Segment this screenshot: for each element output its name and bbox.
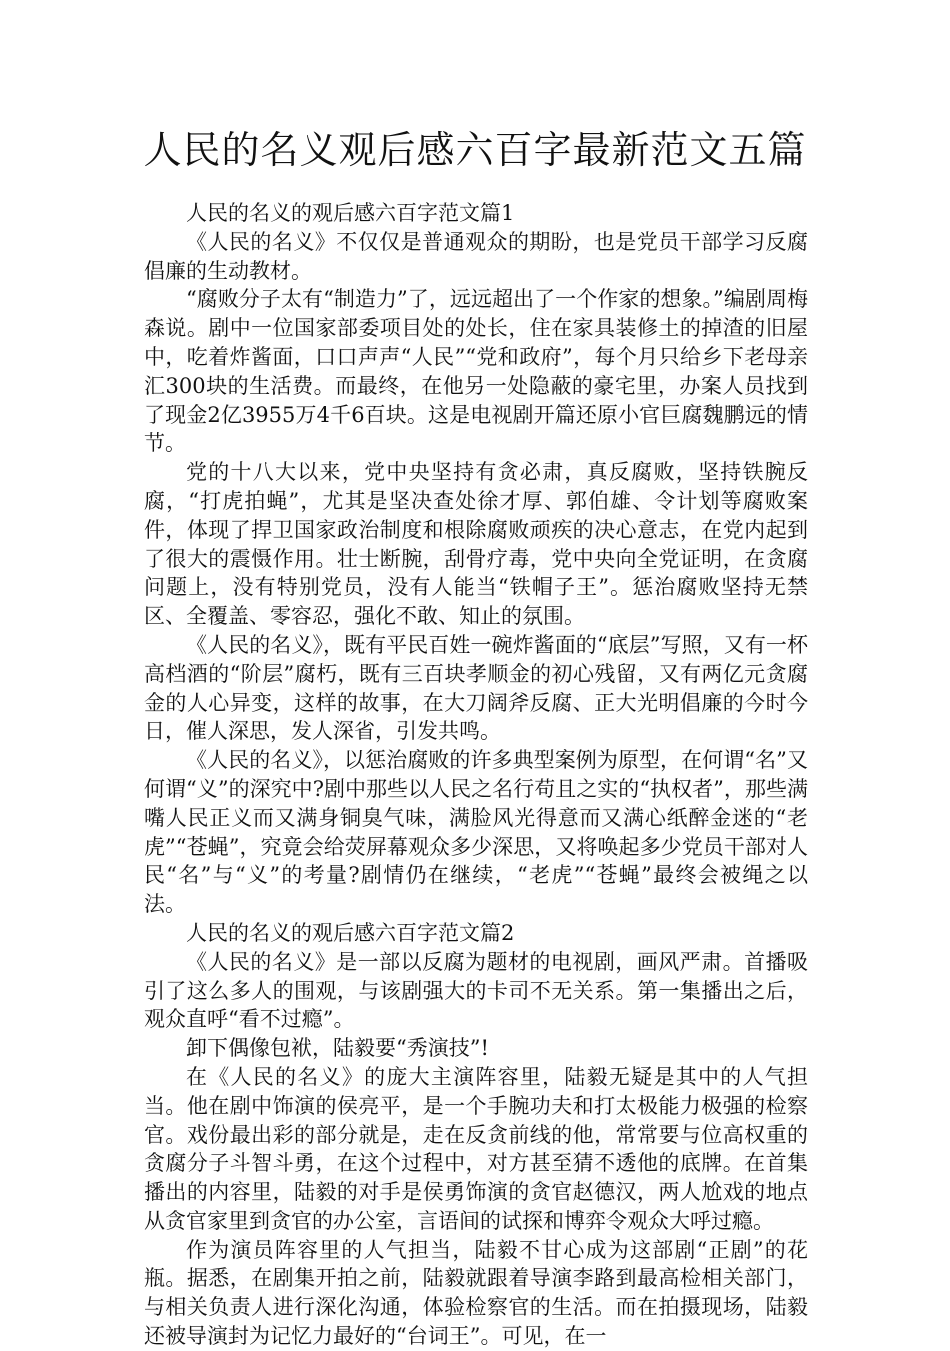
- paragraph: 党的十八大以来，党中央坚持有贪必肃，真反腐败，坚持铁腕反腐，“打虎拍蝇”，尤其是坚决查处徐才厚、郭伯雄、令计划等腐败案件，体现了捍卫国家政治制度和根除腐败顽疾的决心意志，在党内起到了很大的震慑作用。壮士断腕，刮骨疗毒，党中央向全党证明，在贪腐问题上，没有特别党员，没有人能当“铁帽子王”。惩治腐败坚持无禁区、全覆盖、零容忍，强化不敢、知止的氛围。: [144, 460, 808, 629]
- paragraph: 《人民的名义》不仅仅是普通观众的期盼，也是党员干部学习反腐倡廉的生动教材。: [144, 229, 808, 283]
- document-title: 人民的名义观后感六百字最新范文五篇: [143, 128, 807, 172]
- paragraph: 卸下偶像包袱，陆毅要“秀演技”!: [186, 1036, 489, 1061]
- document-body: [144, 199, 808, 1351]
- paragraph: 《人民的名义》，以惩治腐败的许多典型案例为原型，在何谓“名”又何谓“义”的深究中?剧中那些以人民之名行苟且之实的“执权者”，那些满嘴人民正义而又满身铜臭气味，满脸风光得意而又满心纸醉金迷的“老虎”“苍蝇”，究竟会给荧屏幕观众多少深思，又将唤起多少党员干部对人民“名”与“义”的考量?剧情仍在继续，“老虎”“苍蝇”最终会被绳之以法。: [144, 748, 808, 917]
- paragraph: “腐败分子太有“制造力”了，远远超出了一个作家的想象。”编剧周梅森说。剧中一位国家部委项目处的处长，住在家具装修土的掉渣的旧屋中，吃着炸酱面，口口声声“人民”“党和政府”，每个月只给乡下老母亲汇300块的生活费。而最终，在他另一处隐蔽的豪宅里，办案人员找到了现金2亿3955万4千6百块。这是电视剧开篇还原小官巨腐魏鹏远的情节。: [144, 287, 808, 456]
- paragraph: 作为演员阵容里的人气担当，陆毅不甘心成为这部剧“正剧”的花瓶。据悉，在剧集开拍之前，陆毅就跟着导演李路到最高检相关部门，与相关负责人进行深化沟通，体验检察官的生活。而在拍摄现场，陆毅还被导演封为记忆力最好的“台词王”。可见，在一: [144, 1237, 808, 1349]
- paragraph: 在《人民的名义》的庞大主演阵容里，陆毅无疑是其中的人气担当。他在剧中饰演的侯亮平，是一个手腕功夫和打太极能力极强的检察官。戏份最出彩的部分就是，走在反贪前线的他，常常要与位高权重的贪腐分子斗智斗勇，在这个过程中，对方甚至猜不透他的底牌。在首集播出的内容里，陆毅的对手是侯勇饰演的贪官赵德汉，两人尬戏的地点从贪官家里到贪官的办公室，言语间的试探和博弈令观众大呼过瘾。: [144, 1064, 808, 1233]
- paragraph-heading-2: 人民的名义的观后感六百字范文篇2: [186, 920, 515, 945]
- paragraph-heading-1: 人民的名义的观后感六百字范文篇1: [186, 201, 515, 225]
- paragraph: 《人民的名义》是一部以反腐为题材的电视剧，画风严肃。首播吸引了这么多人的围观，与该剧强大的卡司不无关系。第一集播出之后，观众直呼“看不过瘾”。: [144, 949, 808, 1032]
- paragraph: 《人民的名义》，既有平民百姓一碗炸酱面的“底层”写照，又有一杯高档酒的“阶层”腐朽，既有三百块孝顺金的初心残留，又有两亿元贪腐金的人心异变，这样的故事，在大刀阔斧反腐、正大光明倡廉的今时今日，催人深思，发人深省，引发共鸣。: [144, 632, 808, 744]
